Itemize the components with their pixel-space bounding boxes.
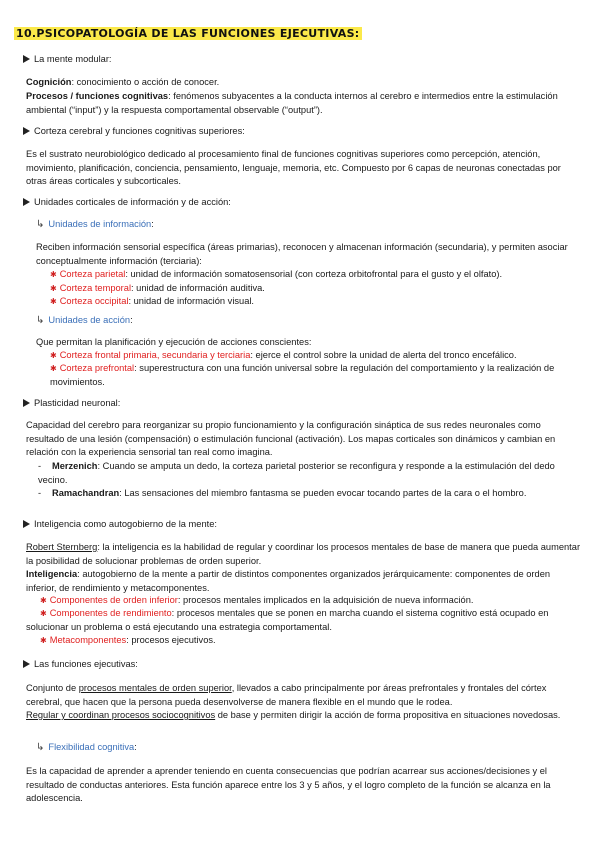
sternberg-paragraph: Robert Sternberg: la inteligencia es la habilidad de regular y coordinar los procesos mentales de base de manera que pueda aumentar la posibilidad de solucionar problemas de orden superior.	[26, 542, 581, 566]
star-bullet-icon: ✱	[40, 609, 47, 618]
page-title	[14, 27, 362, 41]
triangle-bullet-icon	[23, 198, 30, 206]
star-bullet-icon: ✱	[50, 270, 57, 279]
triangle-bullet-icon	[23, 127, 30, 135]
list-item: ✱ Corteza prefrontal: superestructura con una función universal sobre la regulación del comportamiento y la realización de movimientos.	[50, 363, 555, 387]
section-heading-mente-modular: La mente modular:	[23, 53, 112, 67]
section-heading-funciones-ejecutivas: Las funciones ejecutivas:	[23, 658, 138, 672]
triangle-bullet-icon	[23, 660, 30, 668]
flexibilidad-paragraph: Es la capacidad de aprender a aprender teniendo en cuenta consecuencias que podrían acarrear sus acciones/decisiones y el resultado de conductas anteriores. Esta función aparece entre los 3 y 5 años, y el logro completo de la función se alcanza en la adolescencia.	[26, 766, 551, 804]
star-bullet-icon: ✱	[40, 636, 47, 645]
list-item: - Ramachandran: Las sensaciones del miembro fantasma se pueden evocar tocando partes de la cara o el hombro.	[38, 488, 527, 498]
list-item: ✱ Corteza occipital: unidad de información visual.	[50, 296, 255, 306]
cognicion-definition: Cognición: conocimiento o acción de conocer.	[26, 77, 220, 87]
list-item: ✱ Corteza temporal: unidad de información auditiva.	[50, 283, 265, 293]
list-item: ✱ Corteza frontal primaria, secundaria y terciaria: ejerce el control sobre la unidad de alerta del tronco encefálico.	[50, 350, 517, 360]
return-arrow-icon: ↳	[36, 315, 45, 326]
triangle-bullet-icon	[23, 55, 30, 63]
list-item: - Merzenich: Cuando se amputa un dedo, la corteza parietal posterior se reconfigura y responde a la estimulación del dedo vecino.	[38, 461, 555, 485]
regular-paragraph: Regular y coordinan procesos sociocognitivos de base y permiten dirigir la acción de forma propositiva en situaciones novedosas.	[26, 710, 561, 720]
return-arrow-icon: ↳	[36, 219, 45, 230]
section-heading-corteza: Corteza cerebral y funciones cognitivas superiores:	[23, 125, 245, 139]
inteligencia-paragraph: Inteligencia: autogobierno de la mente a partir de distintos componentes organizados jerárquicamente: componentes de orden inferior, de rendimiento y metacomponentes.	[26, 569, 551, 593]
star-bullet-icon: ✱	[50, 297, 57, 306]
star-bullet-icon: ✱	[50, 364, 57, 373]
list-item: ✱ Componentes de orden inferior: procesos mentales implicados en la adquisición de nueva información.	[40, 595, 474, 605]
star-bullet-icon: ✱	[50, 284, 57, 293]
section-heading-plasticidad: Plasticidad neuronal:	[23, 397, 120, 411]
subheading-unidades-accion: ↳ Unidades de acción:	[36, 315, 133, 326]
star-bullet-icon: ✱	[50, 351, 57, 360]
subheading-unidades-informacion: ↳ Unidades de información:	[36, 219, 154, 230]
section-heading-unidades: Unidades corticales de información y de acción:	[23, 196, 231, 210]
funciones-ejecutivas-paragraph: Conjunto de procesos mentales de orden superior, llevados a cabo principalmente por áreas prefrontales y frontales del córtex cerebral, que hacen que la persona pueda desenvolverse de manera flexible en el mundo que le rodea.	[26, 683, 547, 707]
triangle-bullet-icon	[23, 399, 30, 407]
return-arrow-icon: ↳	[36, 742, 45, 753]
corteza-paragraph: Es el sustrato neurobiológico dedicado al procesamiento final de funciones cognitivas superiores como percepción, atención, movimiento, planificación, conciencia, pensamiento, lenguaje, memoria, etc. Compuesto por 6 capas de neuronas conectadas por otras áreas corticales y subcorticales.	[26, 149, 561, 187]
informacion-paragraph: Reciben información sensorial específica (áreas primarias), reconocen y almacenan información (secundaria), y permiten asociar conceptualmente información (terciaria):	[36, 242, 568, 266]
triangle-bullet-icon	[23, 520, 30, 528]
section-heading-inteligencia: Inteligencia como autogobierno de la mente:	[23, 518, 217, 532]
accion-paragraph: Que permitan la planificación y ejecución de acciones conscientes:	[36, 337, 312, 347]
plasticidad-paragraph: Capacidad del cerebro para reorganizar su propio funcionamiento y la configuración sináptica de sus redes neuronales como resultado de una lesión (compensación) o estimulación funcional (activación). Los mapas corticales son dinámicos y cambian en relación con la experiencia sensorial tan real como imagina.	[26, 420, 556, 458]
list-item: ✱ Corteza parietal: unidad de información somatosensorial (con corteza orbitofrontal para el gusto y el olfato).	[50, 269, 503, 279]
procesos-definition: Procesos / funciones cognitivas: fenómenos subyacentes a la conducta internos al cerebro e intermedios entre la estimulación ambiental (“input”) y la respuesta comportamental observable (“output”).	[26, 91, 558, 115]
subheading-flexibilidad-cognitiva: ↳ Flexibilidad cognitiva:	[36, 742, 137, 753]
title-highlight: 10.PSICOPATOLOGÍA DE LAS FUNCIONES EJECUTIVAS:	[16, 27, 360, 40]
list-item: ✱ Metacomponentes: procesos ejecutivos.	[40, 635, 216, 645]
list-item: ✱ Componentes de rendimiento: procesos mentales que se ponen en marcha cuando el sistema cognitivo está ocupado en solucionar un problema o está ejecutando una estrategia comportamental.	[26, 608, 549, 632]
star-bullet-icon: ✱	[40, 596, 47, 605]
